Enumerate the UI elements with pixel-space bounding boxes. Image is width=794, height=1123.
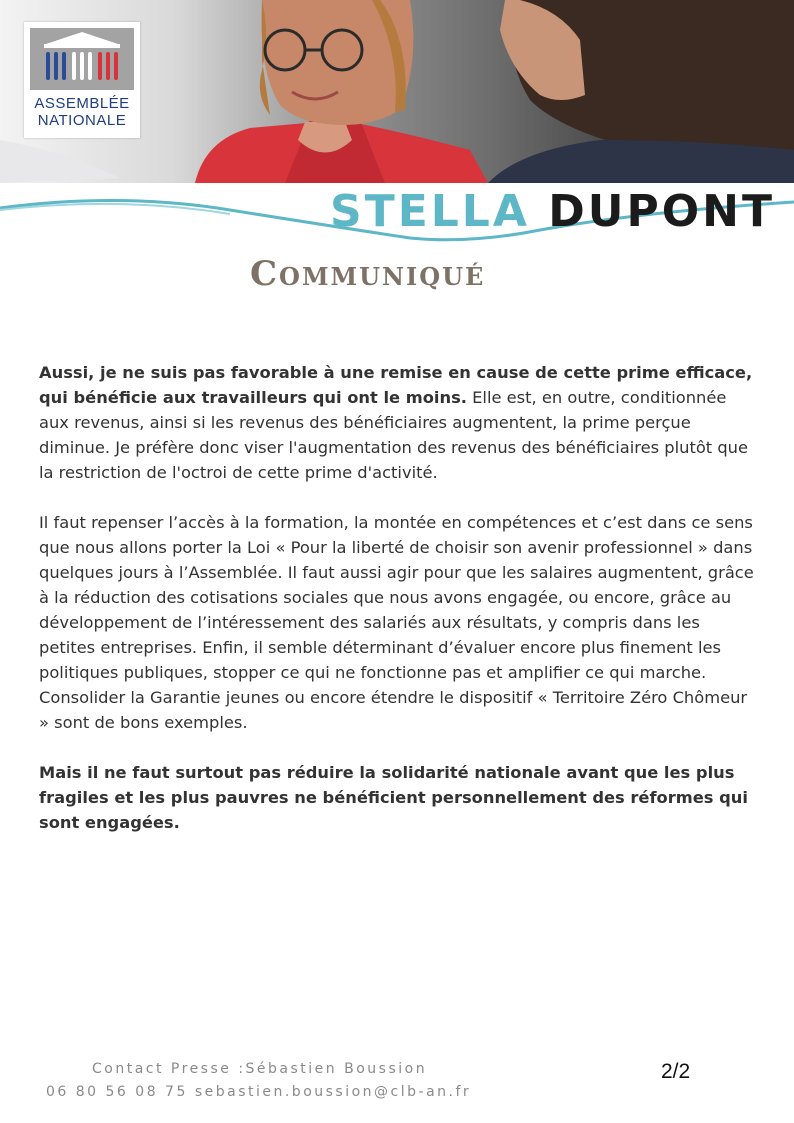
- hemicycle-graphic: [30, 28, 134, 90]
- paragraph-3-bold: Mais il ne faut surtout pas réduire la solidarité nationale avant que les plus fragiles et les plus pauvres ne bénéficient personnellement des réformes qui sont engagées.: [39, 763, 748, 832]
- press-release-body: [39, 360, 761, 860]
- logo-text-line1: ASSEMBLÉE: [34, 95, 130, 112]
- paragraph-2: Il faut repenser l’accès à la formation, la montée en compétences et c’est dans ce sens que nous allons porter la Loi « Pour la liberté de choisir son avenir professionnel » dans quelques jours à l’Assemblée. Il faut aussi agir pour que les salaires augmentent, grâce à la réduction des cotisations sociales que nous avons engagée, ou encore, grâce au développement de l’intéressement des salariés aux résultats, y compris dans les petites entreprises. Enfin, il semble déterminant d’évaluer encore plus finement les politiques publiques, stopper ce qui ne fonctionne pas et amplifier ce qui marche. Consolider la Garantie jeunes ou encore étendre le dispositif « Territoire Zéro Chômeur » sont de bons exemples.: [39, 513, 754, 732]
- first-name: STELLA: [330, 186, 530, 237]
- last-name: DUPONT: [548, 186, 775, 237]
- header-photo: [0, 0, 794, 183]
- contact-line-1: Contact Presse :Sébastien Boussion: [92, 1061, 428, 1077]
- section-title: Communiqué: [250, 254, 486, 294]
- paragraph-1-bold: Aussi, je ne suis pas favorable à une remise en cause de cette prime efficace, qui bénéficie aux travailleurs qui ont le moins.: [39, 363, 753, 407]
- contact-line-2: 06 80 56 08 75 sebastien.boussion@clb-an.fr: [46, 1084, 472, 1100]
- logo-text-line2: NATIONALE: [37, 112, 127, 129]
- page-number: 2/2: [661, 1060, 691, 1083]
- assemblee-nationale-logo: [24, 22, 140, 138]
- press-contact: [46, 1058, 476, 1104]
- mp-name: [330, 186, 775, 238]
- paragraph-1: [39, 360, 761, 485]
- paragraph-1-text: Elle est, en outre, conditionnée aux revenus, ainsi si les revenus des bénéficiaires augmentent, la prime perçue diminue. Je préfère donc viser l'augmentation des revenus des bénéficiaires plutôt que la restriction de l'octroi de cette prime d'activité.: [39, 388, 749, 482]
- paragraph-3: [39, 760, 761, 835]
